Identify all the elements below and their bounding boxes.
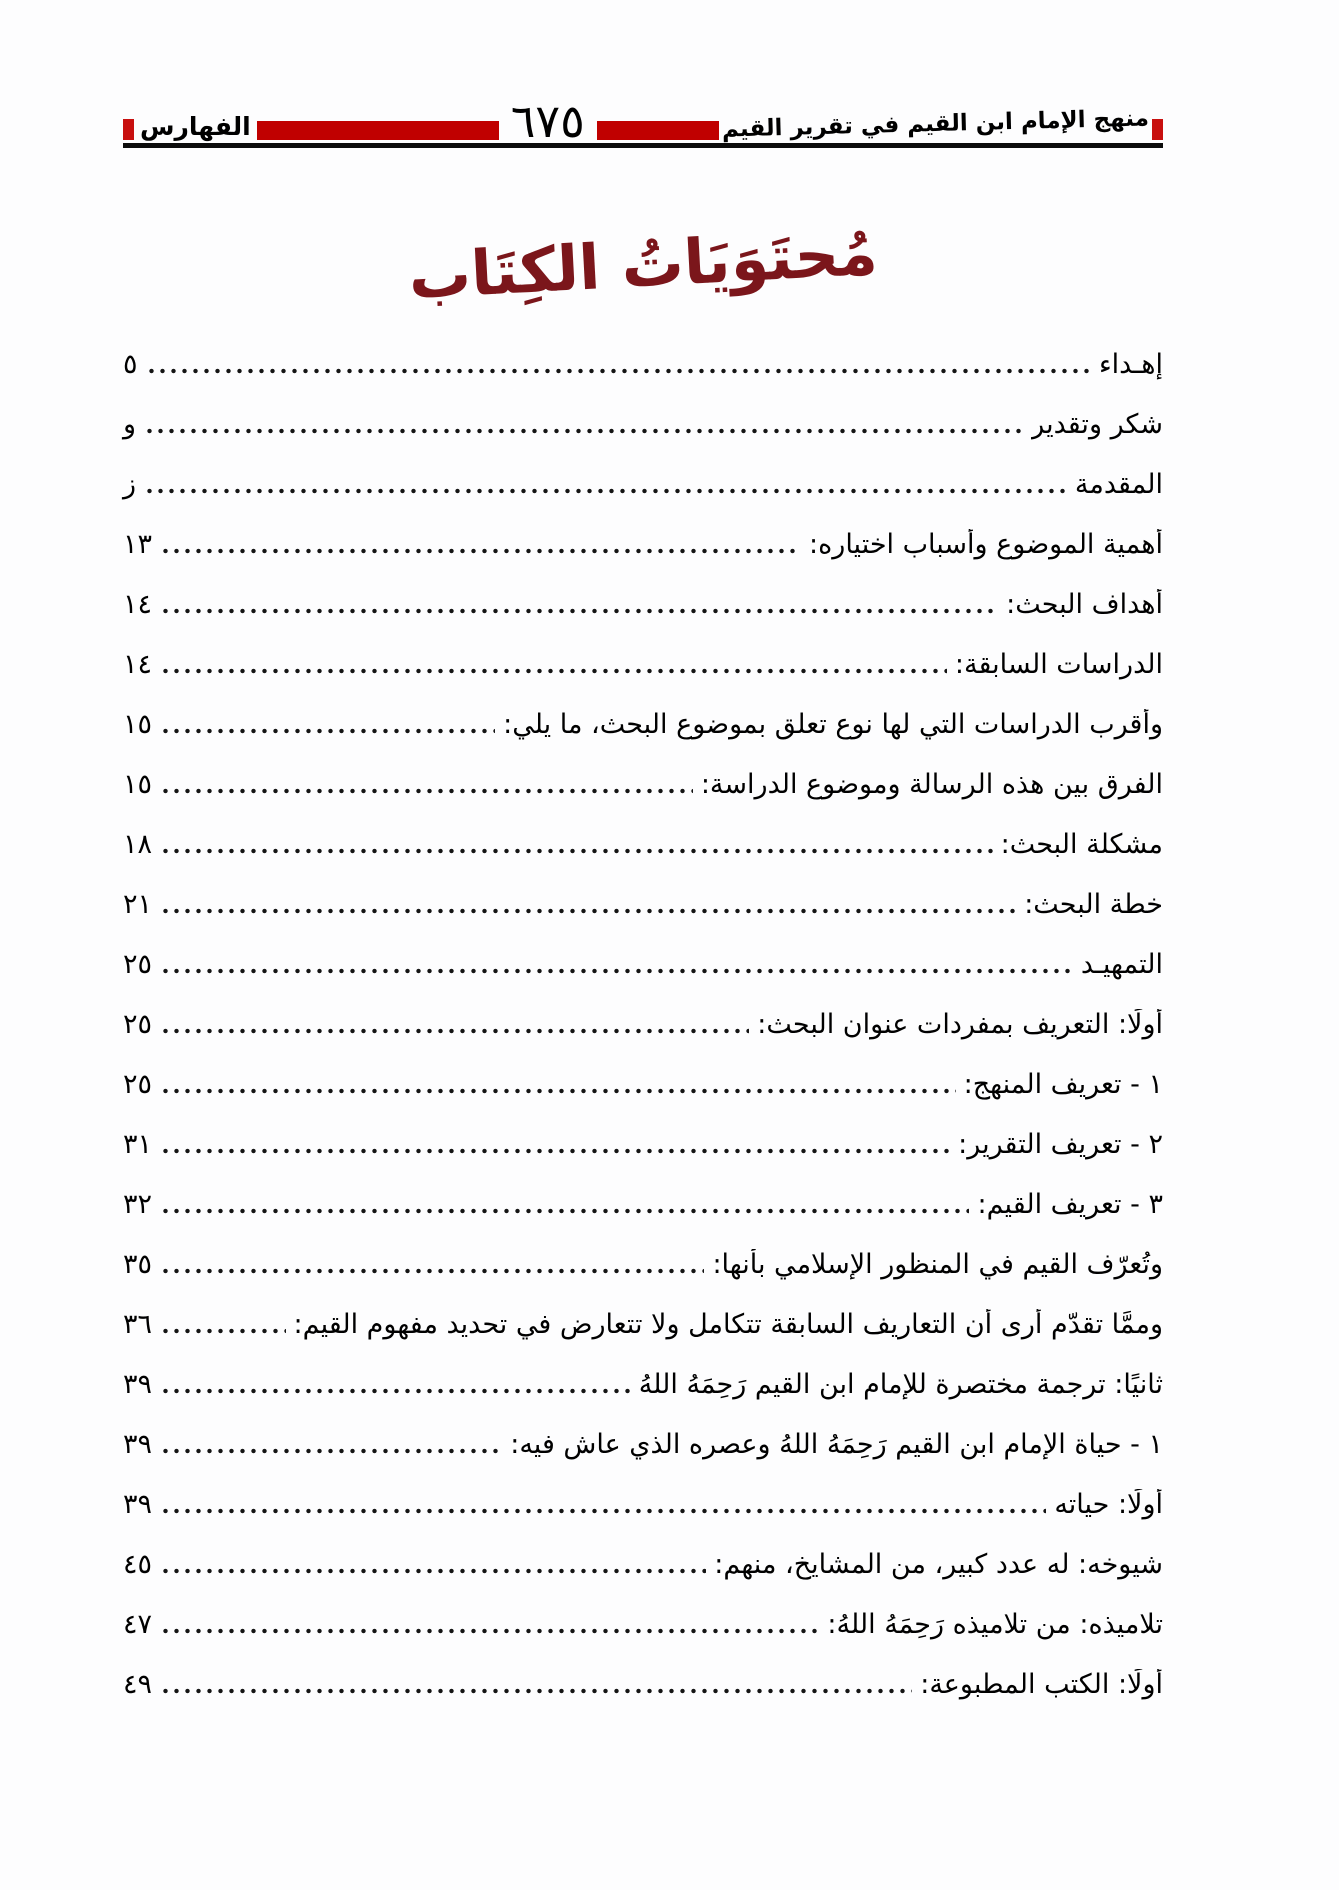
- toc-row: [123, 1414, 1163, 1474]
- dot-leader: [146, 364, 1091, 378]
- dot-leader: [160, 1504, 1046, 1518]
- toc-row: [123, 1174, 1163, 1234]
- toc-entry-label: أولًا: الكتب المطبوعة:: [920, 1668, 1163, 1700]
- toc-entry-label: شكر وتقدير: [1031, 408, 1163, 440]
- toc-entry-label: ثانيًا: ترجمة مختصرة للإمام ابن القيم رَحِمَهُ اللهُ: [638, 1368, 1163, 1400]
- dot-leader: [160, 664, 947, 678]
- dot-leader: [160, 1684, 912, 1698]
- toc-entry-page-number: ٣٦: [123, 1308, 153, 1340]
- toc-row: [123, 394, 1163, 454]
- toc-entry-page-number: ٥: [123, 348, 138, 380]
- toc-entry-page-number: ٤٧: [123, 1608, 153, 1640]
- toc-row: [123, 934, 1163, 994]
- contents-calligraphy-title: مُحتَوَيَاتُ الكِتَاب: [406, 215, 880, 313]
- dot-leader: [160, 724, 495, 738]
- toc-entry-page-number: ٣١: [123, 1128, 153, 1160]
- toc-row: [123, 1534, 1163, 1594]
- dot-leader: [160, 604, 998, 618]
- toc-entry-label: شيوخه: له عدد كبير، من المشايخ، منهم:: [714, 1548, 1163, 1580]
- toc-row: [123, 574, 1163, 634]
- dot-leader: [160, 544, 801, 558]
- toc-entry-page-number: ١٤: [123, 588, 153, 620]
- toc-entry-label: خطة البحث:: [1024, 888, 1163, 920]
- toc-row: [123, 754, 1163, 814]
- running-book-title: منهج الإمام ابن القيم في تقرير القيم: [721, 105, 1150, 143]
- toc-entry-page-number: و: [123, 408, 137, 440]
- red-square-right: [1152, 119, 1163, 140]
- toc-entry-label: إهـداء: [1098, 348, 1163, 380]
- toc-row: [123, 1474, 1163, 1534]
- toc-entry-page-number: ١٣: [123, 528, 153, 560]
- toc-row: [123, 814, 1163, 874]
- toc-entry-label: ٢ - تعريف التقرير:: [958, 1128, 1163, 1160]
- toc-entry-page-number: ز: [123, 468, 137, 500]
- toc-row: [123, 994, 1163, 1054]
- dot-leader: [160, 1084, 956, 1098]
- toc-entry-page-number: ٣٥: [123, 1248, 153, 1280]
- page-number: ٦٧٥: [510, 93, 585, 148]
- red-bar-left: [257, 121, 499, 140]
- toc-row: [123, 1594, 1163, 1654]
- toc-row: [123, 1654, 1163, 1714]
- toc-entry-label: تلاميذه: من تلاميذه رَحِمَهُ اللهُ:: [827, 1608, 1163, 1640]
- toc-entry-label: ٣ - تعريف القيم:: [977, 1188, 1163, 1220]
- toc-entry-label: أهمية الموضوع وأسباب اختياره:: [809, 528, 1163, 560]
- toc-row: [123, 1354, 1163, 1414]
- toc-row: [123, 1054, 1163, 1114]
- red-square-left: [123, 119, 134, 140]
- toc-entry-label: الدراسات السابقة:: [954, 648, 1163, 680]
- dot-leader: [160, 1384, 631, 1398]
- toc-entry-page-number: ٢٥: [123, 1068, 153, 1100]
- dot-leader: [160, 784, 693, 798]
- toc-entry-label: المقدمة: [1074, 468, 1163, 500]
- toc-entry-page-number: ٢٥: [123, 948, 153, 980]
- page-content: [123, 0, 1163, 1714]
- toc-entry-label: أهداف البحث:: [1006, 588, 1163, 620]
- dot-leader: [160, 1024, 749, 1038]
- toc-entry-label: وممَّا تقدّم أرى أن التعاريف السابقة تتكامل ولا تتعارض في تحديد مفهوم القيم:: [293, 1308, 1163, 1340]
- red-bar-right: [597, 121, 719, 140]
- toc-entry-page-number: ١٥: [123, 708, 153, 740]
- toc-entry-label: وأقرب الدراسات التي لها نوع تعلق بموضوع البحث، ما يلي:: [503, 708, 1163, 740]
- toc-row: [123, 1294, 1163, 1354]
- dot-leader: [160, 1144, 950, 1158]
- toc-list: [123, 334, 1163, 1714]
- toc-entry-page-number: ١٤: [123, 648, 153, 680]
- toc-entry-page-number: ٢٥: [123, 1008, 153, 1040]
- toc-entry-page-number: ٣٩: [123, 1488, 153, 1520]
- toc-row: [123, 694, 1163, 754]
- dot-leader: [160, 1324, 285, 1338]
- dot-leader: [160, 904, 1016, 918]
- toc-row: [123, 874, 1163, 934]
- toc-entry-page-number: ٢١: [123, 888, 153, 920]
- toc-row: [123, 514, 1163, 574]
- toc-entry-label: ١ - تعريف المنهج:: [963, 1068, 1163, 1100]
- toc-row: [123, 454, 1163, 514]
- toc-entry-page-number: ٣٢: [123, 1188, 153, 1220]
- toc-entry-page-number: ٤٩: [123, 1668, 153, 1700]
- toc-entry-label: أولًا: التعريف بمفردات عنوان البحث:: [757, 1008, 1163, 1040]
- toc-entry-page-number: ١٥: [123, 768, 153, 800]
- toc-entry-label: أولًا: حياته: [1054, 1488, 1163, 1520]
- toc-entry-page-number: ٣٩: [123, 1368, 153, 1400]
- toc-row: [123, 1114, 1163, 1174]
- dot-leader: [160, 964, 1073, 978]
- dot-leader: [160, 1624, 819, 1638]
- dot-leader: [160, 1204, 969, 1218]
- running-header: [123, 93, 1163, 148]
- toc-row: [123, 1234, 1163, 1294]
- dot-leader: [160, 1564, 706, 1578]
- dot-leader: [160, 844, 993, 858]
- toc-row: [123, 334, 1163, 394]
- toc-entry-label: ١ - حياة الإمام ابن القيم رَحِمَهُ اللهُ وعصره الذي عاش فيه:: [510, 1428, 1163, 1460]
- dot-leader: [160, 1264, 704, 1278]
- toc-entry-page-number: ٤٥: [123, 1548, 153, 1580]
- dot-leader: [160, 1444, 502, 1458]
- dot-leader: [144, 484, 1067, 498]
- toc-entry-page-number: ٣٩: [123, 1428, 153, 1460]
- section-label: الفهارس: [140, 112, 251, 141]
- toc-row: [123, 634, 1163, 694]
- dot-leader: [144, 424, 1023, 438]
- toc-entry-label: التمهيـد: [1080, 948, 1163, 980]
- toc-entry-page-number: ١٨: [123, 828, 153, 860]
- toc-entry-label: الفرق بين هذه الرسالة وموضوع الدراسة:: [700, 768, 1163, 800]
- toc-entry-label: مشكلة البحث:: [1000, 828, 1163, 860]
- toc-entry-label: وتُعرّف القيم في المنظور الإسلامي بأنها:: [712, 1248, 1163, 1280]
